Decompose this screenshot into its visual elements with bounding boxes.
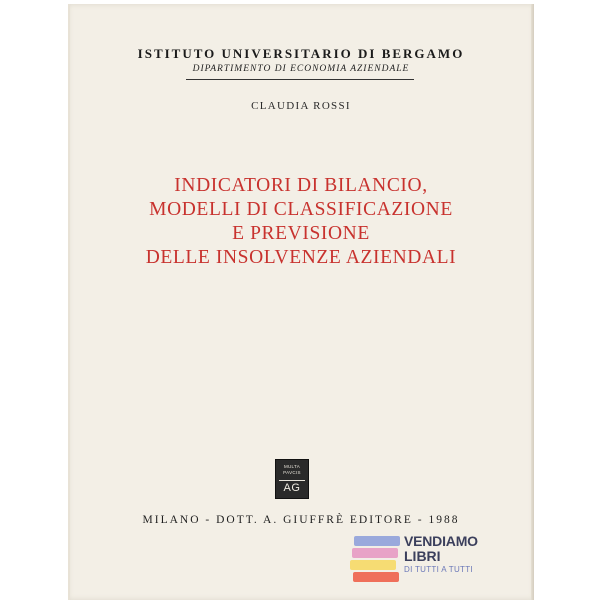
title-line-4: DELLE INSOLVENZE AZIENDALI bbox=[145, 247, 457, 268]
logo-motto-line-2: PAVCIS bbox=[283, 469, 301, 475]
book-icon-pink bbox=[352, 548, 398, 558]
author-name: CLAUDIA ROSSI bbox=[251, 100, 351, 112]
header-divider bbox=[186, 79, 414, 80]
book-icon-blue bbox=[354, 536, 400, 546]
department-name: DIPARTIMENTO DI ECONOMIA AZIENDALE bbox=[192, 64, 410, 74]
title-line-2: MODELLI DI CLASSIFICAZIONE bbox=[149, 199, 453, 220]
logo-motto bbox=[279, 464, 305, 475]
watermark-line-3: DI TUTTI A TUTTI bbox=[404, 565, 473, 574]
publisher-logo bbox=[275, 459, 309, 499]
book-cover bbox=[68, 4, 534, 600]
book-title bbox=[68, 174, 534, 270]
title-line-3: E PREVISIONE bbox=[232, 223, 370, 244]
institute-name: ISTITUTO UNIVERSITARIO DI BERGAMO bbox=[137, 46, 465, 61]
logo-motto-line-1: MULTA bbox=[283, 464, 301, 469]
store-watermark bbox=[350, 532, 510, 586]
logo-letters: AG bbox=[283, 482, 301, 494]
cover-left-edge bbox=[68, 4, 70, 600]
book-icon-red bbox=[353, 572, 399, 582]
cover-right-edge bbox=[531, 4, 534, 600]
publisher-line: MILANO - DOTT. A. GIUFFRÈ EDITORE - 1988 bbox=[142, 514, 460, 526]
watermark-line-1: VENDIAMO bbox=[404, 533, 478, 549]
watermark-text bbox=[404, 534, 504, 576]
title-line-1: INDICATORI DI BILANCIO, bbox=[174, 175, 428, 196]
books-stack-icon bbox=[350, 536, 400, 582]
logo-divider bbox=[279, 480, 305, 481]
watermark-line-2: LIBRI bbox=[404, 548, 441, 564]
book-icon-yellow bbox=[350, 560, 396, 570]
